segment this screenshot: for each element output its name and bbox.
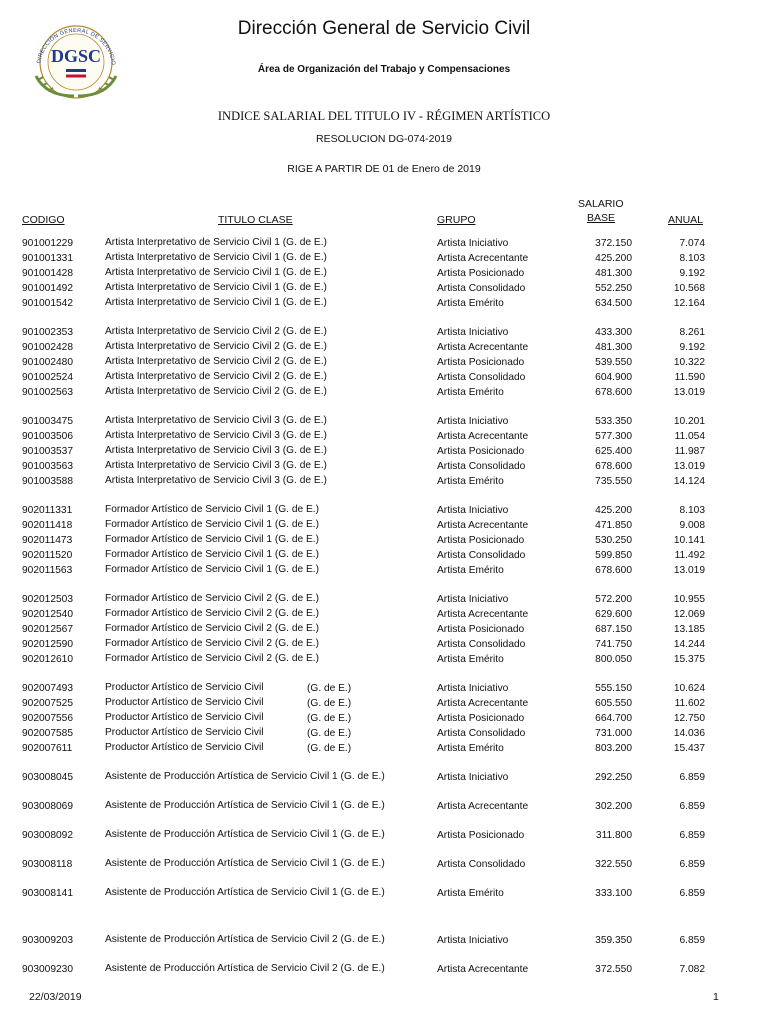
row-code: 902012540 xyxy=(22,609,73,620)
table-row xyxy=(0,696,768,711)
row-code: 901001229 xyxy=(22,238,73,249)
row-group: Artista Posicionado xyxy=(437,713,525,724)
row-annual: 13.019 xyxy=(673,461,705,472)
row-title: Formador Artístico de Servicio Civil 1 (G. de E.) xyxy=(105,549,320,560)
row-base-salary: 664.700 xyxy=(595,713,632,724)
row-code: 903008118 xyxy=(22,859,73,870)
table-row xyxy=(0,281,768,296)
table-row xyxy=(0,533,768,548)
row-base-salary: 372.550 xyxy=(595,964,632,975)
row-annual: 8.103 xyxy=(679,505,705,516)
row-group: Artista Acrecentante xyxy=(437,801,529,812)
row-annual: 6.859 xyxy=(679,772,705,783)
row-annual: 13.019 xyxy=(673,565,705,576)
table-row xyxy=(0,251,768,266)
table-row xyxy=(0,622,768,637)
row-code: 902007525 xyxy=(22,698,73,709)
row-annual: 11.054 xyxy=(674,431,705,442)
row-title: Artista Interpretativo de Servicio Civil 3 (G. de E.) xyxy=(105,460,327,471)
row-group: Artista Acrecentante xyxy=(437,520,529,531)
row-code: 903009230 xyxy=(22,964,73,975)
table-row xyxy=(0,444,768,459)
row-group: Artista Emérito xyxy=(437,743,504,754)
row-code: 901001542 xyxy=(22,298,73,309)
table-row xyxy=(0,459,768,474)
row-code: 903008092 xyxy=(22,830,73,841)
group-spacer xyxy=(0,667,768,681)
table-row xyxy=(0,236,768,251)
table-row xyxy=(0,385,768,400)
row-code: 902011418 xyxy=(22,520,73,531)
row-base-salary: 577.300 xyxy=(595,431,632,442)
row-base-salary: 604.900 xyxy=(595,372,632,383)
row-base-salary: 629.600 xyxy=(595,609,632,620)
row-code: 902012567 xyxy=(22,624,73,635)
row-base-salary: 625.400 xyxy=(595,446,632,457)
row-base-salary: 292.250 xyxy=(595,772,632,783)
row-title: Artista Interpretativo de Servicio Civil 1 (G. de E.) xyxy=(105,267,327,278)
row-base-salary: 800.050 xyxy=(595,654,632,665)
row-title: Productor Artístico de Servicio Civil xyxy=(105,682,264,693)
row-base-salary: 678.600 xyxy=(595,387,632,398)
row-annual: 14.124 xyxy=(673,476,705,487)
row-group: Artista Consolidado xyxy=(437,859,526,870)
row-title: Artista Interpretativo de Servicio Civil 3 (G. de E.) xyxy=(105,445,327,456)
row-title: Artista Interpretativo de Servicio Civil 1 (G. de E.) xyxy=(105,237,327,248)
row-title: Asistente de Producción Artística de Servicio Civil 1 (G. de E.) xyxy=(105,858,385,869)
row-group: Artista Posicionado xyxy=(437,357,525,368)
table-row xyxy=(0,548,768,563)
row-group: Artista Consolidado xyxy=(437,461,526,472)
table-row xyxy=(0,474,768,489)
row-annual: 10.141 xyxy=(673,535,705,546)
row-base-salary: 481.300 xyxy=(595,342,632,353)
row-title: Artista Interpretativo de Servicio Civil 2 (G. de E.) xyxy=(105,386,327,397)
row-group: Artista Emérito xyxy=(437,888,504,899)
row-base-salary: 741.750 xyxy=(595,639,632,650)
row-annual: 15.437 xyxy=(673,743,705,754)
row-title: Productor Artístico de Servicio Civil xyxy=(105,697,264,708)
page-number: 1 xyxy=(713,991,719,1003)
group-spacer xyxy=(0,311,768,325)
row-title: Productor Artístico de Servicio Civil xyxy=(105,742,264,753)
row-group: Artista Consolidado xyxy=(437,550,526,561)
row-group: Artista Posicionado xyxy=(437,624,525,635)
column-header-group: GRUPO xyxy=(437,214,476,226)
row-code: 902007493 xyxy=(22,683,73,694)
table-row xyxy=(0,637,768,652)
row-code: 902011563 xyxy=(22,565,73,576)
page-title: Dirección General de Servicio Civil xyxy=(237,18,531,39)
group-spacer xyxy=(0,756,768,770)
row-annual: 12.750 xyxy=(673,713,705,724)
row-code: 901001492 xyxy=(22,283,73,294)
row-code: 902011520 xyxy=(22,550,73,561)
row-title: Asistente de Producción Artística de Servicio Civil 2 (G. de E.) xyxy=(105,934,385,945)
row-annual: 6.859 xyxy=(679,888,705,899)
footer-date: 22/03/2019 xyxy=(29,991,82,1003)
row-annual: 13.185 xyxy=(673,624,705,635)
row-code: 901002480 xyxy=(22,357,73,368)
row-group: Artista Iniciativo xyxy=(437,772,509,783)
row-code: 903008069 xyxy=(22,801,73,812)
row-group: Artista Emérito xyxy=(437,476,504,487)
table-row xyxy=(0,340,768,355)
row-annual: 6.859 xyxy=(679,801,705,812)
row-title-suffix: (G. de E.) xyxy=(307,683,352,694)
row-annual: 11.590 xyxy=(674,372,705,383)
row-annual: 10.322 xyxy=(673,357,705,368)
row-group: Artista Consolidado xyxy=(437,283,526,294)
row-title: Artista Interpretativo de Servicio Civil 3 (G. de E.) xyxy=(105,430,327,441)
table-row xyxy=(0,857,768,886)
row-code: 902012590 xyxy=(22,639,73,650)
row-annual: 8.103 xyxy=(679,253,705,264)
row-annual: 9.192 xyxy=(679,342,705,353)
row-base-salary: 572.200 xyxy=(595,594,632,605)
row-annual: 12.069 xyxy=(673,609,705,620)
row-title: Artista Interpretativo de Servicio Civil 3 (G. de E.) xyxy=(105,475,327,486)
column-header-code: CODIGO xyxy=(22,214,65,226)
row-code: 901003475 xyxy=(22,416,73,427)
row-annual: 12.164 xyxy=(673,298,705,309)
row-group: Artista Emérito xyxy=(437,387,504,398)
row-title: Formador Artístico de Servicio Civil 2 (G. de E.) xyxy=(105,608,320,619)
row-base-salary: 599.850 xyxy=(595,550,632,561)
row-base-salary: 803.200 xyxy=(595,743,632,754)
effective-date: RIGE A PARTIR DE 01 de Enero de 2019 xyxy=(287,163,481,175)
row-base-salary: 687.150 xyxy=(595,624,632,635)
row-code: 903008141 xyxy=(22,888,73,899)
row-base-salary: 302.200 xyxy=(595,801,632,812)
row-annual: 15.375 xyxy=(673,654,705,665)
row-title: Formador Artístico de Servicio Civil 2 (G. de E.) xyxy=(105,623,320,634)
row-annual: 6.859 xyxy=(679,830,705,841)
row-annual: 10.568 xyxy=(673,283,705,294)
table-row xyxy=(0,563,768,578)
table-row xyxy=(0,652,768,667)
row-title: Artista Interpretativo de Servicio Civil 2 (G. de E.) xyxy=(105,371,327,382)
row-annual: 10.955 xyxy=(673,594,705,605)
row-annual: 6.859 xyxy=(679,859,705,870)
row-annual: 7.082 xyxy=(679,964,705,975)
row-title-suffix: (G. de E.) xyxy=(307,728,352,739)
table-row xyxy=(0,266,768,281)
row-code: 902011473 xyxy=(22,535,73,546)
table-row xyxy=(0,429,768,444)
row-code: 901002353 xyxy=(22,327,73,338)
row-base-salary: 678.600 xyxy=(595,461,632,472)
row-annual: 7.074 xyxy=(679,238,705,249)
table-row xyxy=(0,592,768,607)
table-row xyxy=(0,325,768,340)
row-annual: 11.602 xyxy=(674,698,705,709)
row-base-salary: 634.500 xyxy=(595,298,632,309)
row-annual: 10.624 xyxy=(673,683,705,694)
row-title: Asistente de Producción Artística de Servicio Civil 1 (G. de E.) xyxy=(105,800,385,811)
row-code: 902007611 xyxy=(22,743,73,754)
row-group: Artista Posicionado xyxy=(437,446,525,457)
row-base-salary: 731.000 xyxy=(595,728,632,739)
row-code: 901003537 xyxy=(22,446,73,457)
table-row xyxy=(0,711,768,726)
group-spacer xyxy=(0,578,768,592)
row-group: Artista Iniciativo xyxy=(437,505,509,516)
row-base-salary: 322.550 xyxy=(595,859,632,870)
row-group: Artista Emérito xyxy=(437,565,504,576)
row-base-salary: 533.350 xyxy=(595,416,632,427)
index-title: INDICE SALARIAL DEL TITULO IV - RÉGIMEN ARTÍSTICO xyxy=(217,109,551,123)
table-row xyxy=(0,799,768,828)
row-code: 902007556 xyxy=(22,713,73,724)
row-group: Artista Acrecentante xyxy=(437,342,529,353)
row-base-salary: 333.100 xyxy=(595,888,632,899)
row-code: 902011331 xyxy=(22,505,73,516)
column-header-salary: SALARIO xyxy=(578,198,624,210)
table-row xyxy=(0,962,768,991)
row-title: Asistente de Producción Artística de Servicio Civil 2 (G. de E.) xyxy=(105,963,385,974)
table-row xyxy=(0,296,768,311)
row-base-salary: 481.300 xyxy=(595,268,632,279)
table-row xyxy=(0,741,768,756)
row-title: Artista Interpretativo de Servicio Civil 2 (G. de E.) xyxy=(105,341,327,352)
row-title: Productor Artístico de Servicio Civil xyxy=(105,727,264,738)
column-header-title: TITULO CLASE xyxy=(218,214,293,226)
row-base-salary: 552.250 xyxy=(595,283,632,294)
row-title: Formador Artístico de Servicio Civil 2 (G. de E.) xyxy=(105,638,320,649)
group-spacer xyxy=(0,489,768,503)
row-base-salary: 539.550 xyxy=(595,357,632,368)
row-title: Artista Interpretativo de Servicio Civil 2 (G. de E.) xyxy=(105,356,327,367)
row-group: Artista Iniciativo xyxy=(437,935,509,946)
row-title: Productor Artístico de Servicio Civil xyxy=(105,712,264,723)
group-spacer xyxy=(0,915,768,933)
table-row xyxy=(0,828,768,857)
row-group: Artista Consolidado xyxy=(437,639,526,650)
row-group: Artista Acrecentante xyxy=(437,964,529,975)
row-code: 901002563 xyxy=(22,387,73,398)
row-title: Formador Artístico de Servicio Civil 2 (G. de E.) xyxy=(105,593,320,604)
row-group: Artista Iniciativo xyxy=(437,683,509,694)
table-row xyxy=(0,414,768,429)
row-title: Artista Interpretativo de Servicio Civil 1 (G. de E.) xyxy=(105,297,327,308)
row-group: Artista Acrecentante xyxy=(437,698,529,709)
salary-table xyxy=(0,236,768,991)
row-title: Artista Interpretativo de Servicio Civil 2 (G. de E.) xyxy=(105,326,327,337)
row-group: Artista Iniciativo xyxy=(437,416,509,427)
row-base-salary: 425.200 xyxy=(595,505,632,516)
table-row xyxy=(0,886,768,915)
row-title: Asistente de Producción Artística de Servicio Civil 1 (G. de E.) xyxy=(105,887,385,898)
row-annual: 13.019 xyxy=(673,387,705,398)
row-annual: 11.492 xyxy=(674,550,705,561)
row-base-salary: 555.150 xyxy=(595,683,632,694)
row-annual: 6.859 xyxy=(679,935,705,946)
row-title: Formador Artístico de Servicio Civil 1 (G. de E.) xyxy=(105,504,320,515)
row-base-salary: 678.600 xyxy=(595,565,632,576)
row-base-salary: 372.150 xyxy=(595,238,632,249)
table-row xyxy=(0,518,768,533)
row-group: Artista Emérito xyxy=(437,654,504,665)
table-row xyxy=(0,607,768,622)
row-group: Artista Acrecentante xyxy=(437,609,529,620)
row-base-salary: 530.250 xyxy=(595,535,632,546)
row-code: 901001428 xyxy=(22,268,73,279)
row-annual: 10.201 xyxy=(673,416,705,427)
row-annual: 9.008 xyxy=(679,520,705,531)
table-row xyxy=(0,726,768,741)
row-base-salary: 471.850 xyxy=(595,520,632,531)
row-title: Formador Artístico de Servicio Civil 1 (G. de E.) xyxy=(105,564,320,575)
logo-ring-text: DIRECCIÓN GENERAL DE SERVICIO xyxy=(36,27,116,66)
row-annual: 14.036 xyxy=(673,728,705,739)
row-code: 901003588 xyxy=(22,476,73,487)
table-row xyxy=(0,770,768,799)
row-title: Asistente de Producción Artística de Servicio Civil 1 (G. de E.) xyxy=(105,829,385,840)
resolution-number: RESOLUCION DG-074-2019 xyxy=(316,133,452,145)
row-annual: 9.192 xyxy=(679,268,705,279)
row-base-salary: 433.300 xyxy=(595,327,632,338)
row-base-salary: 605.550 xyxy=(595,698,632,709)
row-title-suffix: (G. de E.) xyxy=(307,698,352,709)
row-code: 901003563 xyxy=(22,461,73,472)
row-code: 901003506 xyxy=(22,431,73,442)
row-title: Artista Interpretativo de Servicio Civil 3 (G. de E.) xyxy=(105,415,327,426)
table-row xyxy=(0,370,768,385)
row-group: Artista Acrecentante xyxy=(437,431,529,442)
row-code: 903009203 xyxy=(22,935,73,946)
row-code: 903008045 xyxy=(22,772,73,783)
row-group: Artista Consolidado xyxy=(437,372,526,383)
row-group: Artista Posicionado xyxy=(437,268,525,279)
row-annual: 11.987 xyxy=(674,446,705,457)
row-annual: 14.244 xyxy=(673,639,705,650)
row-code: 901002428 xyxy=(22,342,73,353)
row-code: 901001331 xyxy=(22,253,73,264)
row-title: Formador Artístico de Servicio Civil 2 (G. de E.) xyxy=(105,653,320,664)
row-group: Artista Iniciativo xyxy=(437,238,509,249)
row-title: Artista Interpretativo de Servicio Civil 1 (G. de E.) xyxy=(105,282,327,293)
table-row xyxy=(0,681,768,696)
row-title-suffix: (G. de E.) xyxy=(307,743,352,754)
row-group: Artista Posicionado xyxy=(437,830,525,841)
row-title: Formador Artístico de Servicio Civil 1 (G. de E.) xyxy=(105,519,320,530)
row-base-salary: 359.350 xyxy=(595,935,632,946)
group-spacer xyxy=(0,400,768,414)
row-title-suffix: (G. de E.) xyxy=(307,713,352,724)
row-title: Asistente de Producción Artística de Servicio Civil 1 (G. de E.) xyxy=(105,771,385,782)
table-row xyxy=(0,933,768,962)
row-group: Artista Consolidado xyxy=(437,728,526,739)
page-subtitle: Área de Organización del Trabajo y Compensaciones xyxy=(257,64,511,75)
row-title: Formador Artístico de Servicio Civil 1 (G. de E.) xyxy=(105,534,320,545)
row-code: 901002524 xyxy=(22,372,73,383)
table-row xyxy=(0,503,768,518)
column-header-base: BASE xyxy=(587,212,616,224)
row-group: Artista Iniciativo xyxy=(437,327,509,338)
column-header-annual: ANUAL xyxy=(668,214,704,226)
row-base-salary: 311.800 xyxy=(595,830,632,841)
row-group: Artista Acrecentante xyxy=(437,253,529,264)
row-group: Artista Iniciativo xyxy=(437,594,509,605)
table-row xyxy=(0,355,768,370)
row-code: 902012610 xyxy=(22,654,73,665)
row-annual: 8.261 xyxy=(679,327,705,338)
row-group: Artista Posicionado xyxy=(437,535,525,546)
logo-text: DGSC xyxy=(50,46,102,66)
row-code: 902007585 xyxy=(22,728,73,739)
row-code: 902012503 xyxy=(22,594,73,605)
row-base-salary: 735.550 xyxy=(595,476,632,487)
row-base-salary: 425.200 xyxy=(595,253,632,264)
row-group: Artista Emérito xyxy=(437,298,504,309)
row-title: Artista Interpretativo de Servicio Civil 1 (G. de E.) xyxy=(105,252,327,263)
